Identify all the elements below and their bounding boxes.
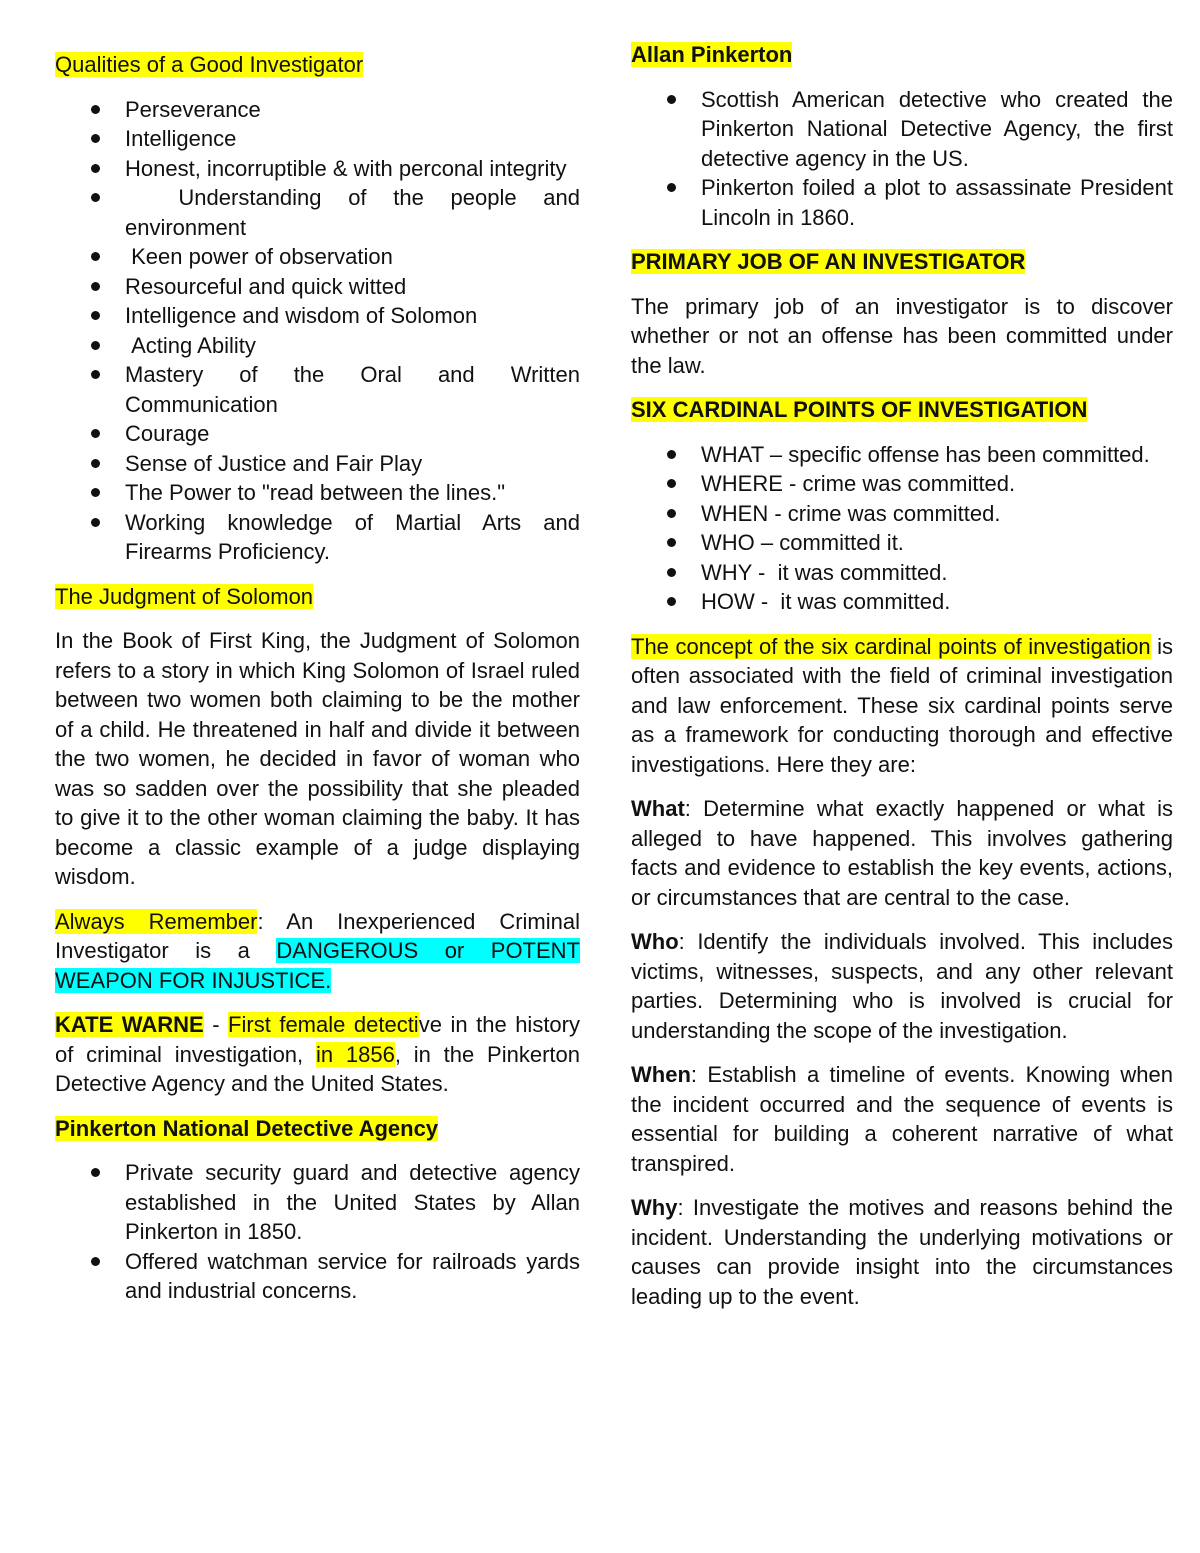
list-item: WHAT – specific offense has been committed. <box>631 440 1173 470</box>
bullet-icon <box>667 450 676 459</box>
list-item: Honest, incorruptible & with perconal integrity <box>55 154 580 184</box>
bullet-icon <box>667 568 676 577</box>
list-item: The Power to "read between the lines." <box>55 478 580 508</box>
list-item: Understanding of the people and environment <box>55 183 580 242</box>
bullet-icon <box>91 488 100 497</box>
concept-paragraph: The concept of the six cardinal points of investigation is often associated with the field of criminal investigation and law enforcement. These six cardinal points serve as a framework for conducting thorough and effective investigations. Here they are: <box>631 633 1173 777</box>
bullet-icon <box>91 134 100 143</box>
list-item: Pinkerton foiled a plot to assassinate President Lincoln in 1860. <box>631 173 1173 232</box>
right-column <box>631 0 1173 1311</box>
list-item: Private security guard and detective agency established in the United States by Allan Pinkerton in 1850. <box>55 1158 580 1247</box>
bullet-icon <box>91 341 100 350</box>
bullet-icon <box>667 479 676 488</box>
bullet-icon <box>91 164 100 173</box>
allan-pinkerton-list <box>631 85 1173 233</box>
bullet-icon <box>667 597 676 606</box>
pinkerton-agency-heading: Pinkerton National Detective Agency <box>55 1115 439 1141</box>
bullet-icon <box>91 282 100 291</box>
list-item: WHERE - crime was committed. <box>631 469 1173 499</box>
list-item: Intelligence and wisdom of Solomon <box>55 301 580 331</box>
bullet-icon <box>91 459 100 468</box>
primary-job-paragraph: The primary job of an investigator is to discover whether or not an offense has been committed under the law. <box>631 293 1173 378</box>
qualities-list <box>55 95 587 567</box>
list-item: Intelligence <box>55 124 580 154</box>
bullet-icon <box>91 429 100 438</box>
bullet-icon <box>91 370 100 379</box>
when-paragraph: When: Establish a timeline of events. Knowing when the incident occurred and the sequence of events is essential for building a coherent narrative of what transpired. <box>631 1062 1173 1176</box>
list-item: Scottish American detective who created the Pinkerton National Detective Agency, the first detective agency in the US. <box>631 85 1173 174</box>
dangerous-weapon-highlight: DANGEROUS or POTENT WEAPON FOR INJUSTICE. <box>55 938 580 993</box>
bullet-icon <box>667 509 676 518</box>
primary-job-heading: PRIMARY JOB OF AN INVESTIGATOR <box>631 249 1026 274</box>
judgment-heading: The Judgment of Solomon <box>55 583 314 609</box>
bullet-icon <box>91 518 100 527</box>
allan-pinkerton-heading: Allan Pinkerton <box>631 42 793 67</box>
bullet-icon <box>667 183 676 192</box>
six-cardinal-list <box>631 440 1173 617</box>
left-column <box>55 0 587 1306</box>
list-item: Offered watchman service for railroads yards and industrial concerns. <box>55 1247 580 1306</box>
list-item: Resourceful and quick witted <box>55 272 580 302</box>
list-item: WHEN - crime was committed. <box>631 499 1173 529</box>
list-item: WHO – committed it. <box>631 528 1173 558</box>
why-paragraph: Why: Investigate the motives and reasons behind the incident. Understanding the underlying motivations or causes can provide insight into the circumstances leading up to the event. <box>631 1195 1173 1309</box>
list-item: HOW - it was committed. <box>631 587 1173 617</box>
bullet-icon <box>91 193 100 202</box>
list-item: Working knowledge of Martial Arts and Firearms Proficiency. <box>55 508 580 567</box>
list-item: Mastery of the Oral and Written Communication <box>55 360 580 419</box>
list-item: Acting Ability <box>55 331 580 361</box>
who-paragraph: Who: Identify the individuals involved. This includes victims, witnesses, suspects, and any other relevant parties. Determining who is involved is crucial for understanding the scope of the investigation. <box>631 929 1173 1043</box>
bullet-icon <box>91 1257 100 1266</box>
list-item: Keen power of observation <box>55 242 580 272</box>
bullet-icon <box>91 252 100 261</box>
always-remember-paragraph: Always Remember: An Inexperienced Criminal Investigator is a DANGEROUS or POTENT WEAPON FOR INJUSTICE. <box>55 908 580 993</box>
qualities-heading: Qualities of a Good Investigator <box>55 52 364 77</box>
kate-warne-name: KATE WARNE <box>55 1012 204 1037</box>
always-remember-label: Always Remember <box>55 908 258 934</box>
list-item: Courage <box>55 419 580 449</box>
list-item: Perseverance <box>55 95 580 125</box>
list-item: Sense of Justice and Fair Play <box>55 449 580 479</box>
six-cardinal-heading: SIX CARDINAL POINTS OF INVESTIGATION <box>631 397 1088 422</box>
judgment-paragraph: In the Book of First King, the Judgment of Solomon refers to a story in which King Solomon of Israel ruled between two women both claiming to be the mother of a child. He threatened in half and divide it between the two women, he decided in favor of woman who was so sadden over the possibility that she pleaded to give it to the other woman claiming the baby. It has become a classic example of a judge displaying wisdom. <box>55 628 580 889</box>
pinkerton-agency-list <box>55 1158 580 1306</box>
kate-warne-paragraph: KATE WARNE - First female detective in the history of criminal investigation, in 1856, in the Pinkerton Detective Agency and the United States. <box>55 1012 580 1096</box>
bullet-icon <box>91 1168 100 1177</box>
list-item: WHY - it was committed. <box>631 558 1173 588</box>
what-paragraph: What: Determine what exactly happened or what is alleged to have happened. This involves gathering facts and evidence to establish the key events, actions, or circumstances that are central to the case. <box>631 796 1173 910</box>
bullet-icon <box>91 105 100 114</box>
bullet-icon <box>91 311 100 320</box>
bullet-icon <box>667 538 676 547</box>
bullet-icon <box>667 95 676 104</box>
